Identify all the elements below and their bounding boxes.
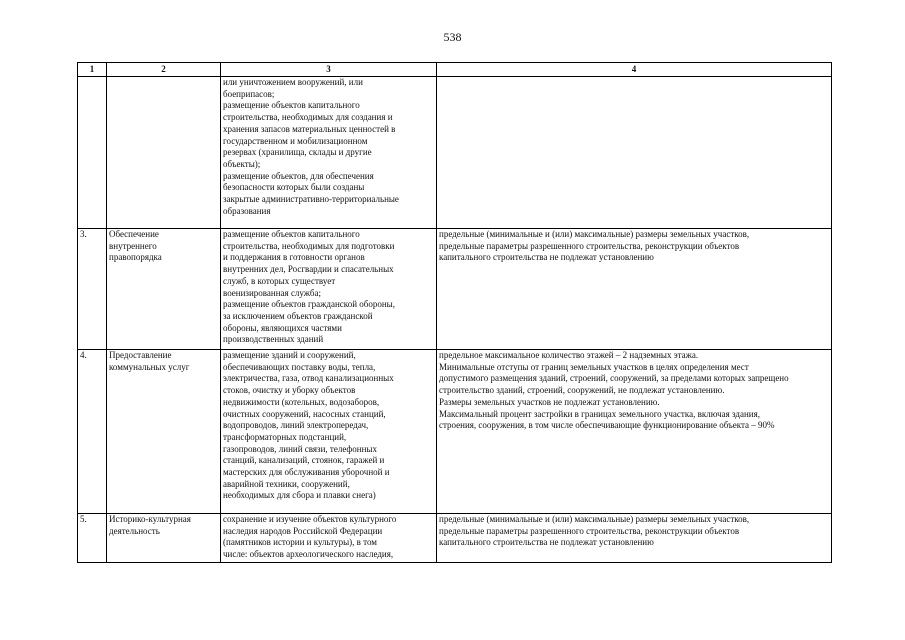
cell-text-line: строительство зданий, строений, сооружений, не подлежат установлению.	[439, 385, 725, 396]
permitted-use-cell	[221, 514, 437, 563]
permitted-use-cell	[221, 350, 437, 514]
cell-text-line: предельные параметры разрешенного строительства, реконструкции объектов	[439, 525, 740, 536]
cell-text-line: необходимых для сбора и плавки снега)	[223, 490, 376, 501]
cell-text-line: Предоставление	[109, 350, 172, 360]
cell-text-line: размещение объектов, для обеспечения	[223, 170, 374, 181]
table-row	[78, 514, 832, 563]
cell-text-line: стоков, очистку и уборку объектов	[223, 385, 356, 396]
cell-text-line: безопасности которых были созданы	[223, 182, 365, 193]
cell-text-line: числе: объектов археологического наследия,	[223, 549, 394, 560]
cell-text-line: допустимого размещения зданий, строений, сооружений, за пределами которых запрещено	[439, 373, 789, 384]
cell-text-line: образования	[223, 205, 271, 216]
row-number-cell: 4.	[78, 350, 107, 514]
cell-text-line: Минимальные отступы от границ земельных участков в целях определения мест	[439, 361, 749, 372]
cell-text-line: газопроводов, линий связи, телефонных	[223, 443, 377, 454]
cell-text-line: очистных сооружений, насосных станций,	[223, 408, 386, 419]
cell-text-line: и поддержания в готовности органов	[223, 252, 365, 263]
build-parameters-cell	[437, 229, 832, 350]
cell-text-line: предельные (минимальные и (или) максимальные) размеры земельных участков,	[439, 229, 750, 239]
permitted-use-cell	[221, 77, 437, 229]
table-row	[78, 229, 832, 350]
cell-text-line: строительства, необходимых для подготовки	[223, 240, 395, 251]
column-header: 4	[437, 63, 832, 77]
cell-text-line: или уничтожением вооружений, или	[223, 77, 363, 87]
cell-text-line: внутреннего	[109, 240, 157, 251]
cell-text-line: мастерских для обслуживания уборочной и	[223, 467, 390, 478]
use-type-name-cell	[107, 77, 221, 229]
cell-text-line: правопорядка	[109, 252, 162, 263]
cell-text-line: капитального строительства не подлежат установлению	[439, 537, 654, 548]
row-number-cell	[78, 77, 107, 229]
zoning-table	[77, 62, 832, 563]
cell-text-line: хранения запасов материальных ценностей в	[223, 123, 396, 134]
cell-text-line: трансформаторных подстанций,	[223, 431, 347, 442]
row-number-cell: 3.	[78, 229, 107, 350]
build-parameters-cell	[437, 77, 832, 229]
cell-text-line: резервах (хранилища, склады и другие	[223, 147, 372, 158]
cell-text-line: боеприпасов;	[223, 88, 275, 99]
cell-text-line: Размеры земельных участков не подлежат установлению.	[439, 396, 660, 407]
cell-text-line: предельные (минимальные и (или) максимальные) размеры земельных участков,	[439, 514, 750, 524]
cell-text-line: размещение объектов капитального	[223, 100, 360, 111]
column-header: 1	[78, 63, 107, 77]
cell-text-line: закрытые административно-территориальные	[223, 194, 399, 205]
cell-text-line: обороны, являющихся частями	[223, 322, 342, 333]
column-header: 3	[221, 63, 437, 77]
cell-text-line: Максимальный процент застройки в границах земельного участка, включая здания,	[439, 408, 760, 419]
cell-text-line: строения, сооружения, в том числе обеспечивающие функционирование объекта – 90%	[439, 420, 775, 431]
cell-text-line: деятельность	[109, 525, 160, 536]
cell-text-line: недвижимости (котельных, водозаборов,	[223, 396, 380, 407]
table-header-row	[78, 63, 832, 77]
cell-text-line: объекты);	[223, 158, 261, 169]
cell-text-line: наследия народов Российской Федерации	[223, 525, 383, 536]
cell-text-line: предельные параметры разрешенного строительства, реконструкции объектов	[439, 240, 740, 251]
build-parameters-cell	[437, 350, 832, 514]
cell-text-line: Историко-культурная	[109, 514, 191, 524]
cell-text-line: военизированная служба;	[223, 287, 321, 298]
cell-text-line: сохранение и изучение объектов культурного	[223, 514, 397, 524]
page-number: 538	[443, 30, 462, 44]
cell-text-line: капитального строительства не подлежат установлению	[439, 252, 654, 263]
table-row	[78, 77, 832, 229]
use-type-name-cell	[107, 350, 221, 514]
row-number-cell: 5.	[78, 514, 107, 563]
cell-text-line: размещение объектов гражданской обороны,	[223, 299, 395, 310]
cell-text-line: размещение объектов капитального	[223, 229, 360, 239]
cell-text-line: служб, в которых существует	[223, 275, 336, 286]
cell-text-line: станций, канализаций, стоянок, гаражей и	[223, 455, 385, 466]
cell-text-line: (памятников истории и культуры), в том	[223, 537, 377, 548]
cell-text-line: водопроводов, линий электропередач,	[223, 420, 369, 431]
permitted-use-cell	[221, 229, 437, 350]
cell-text-line: строительства, необходимых для создания и	[223, 112, 393, 123]
cell-text-line: предельное максимальное количество этажей – 2 надземных этажа.	[439, 350, 699, 360]
cell-text-line: производственных зданий	[223, 334, 324, 345]
table-row	[78, 350, 832, 514]
cell-text-line: коммунальных услуг	[109, 361, 190, 372]
cell-text-line: обеспечивающих поставку воды, тепла,	[223, 361, 376, 372]
column-header: 2	[107, 63, 221, 77]
cell-text-line: внутренних дел, Росгвардии и спасательных	[223, 264, 394, 275]
use-type-name-cell	[107, 514, 221, 563]
cell-text-line: за исключением объектов гражданской	[223, 310, 373, 321]
cell-text-line: Обеспечение	[109, 229, 159, 239]
cell-text-line: аварийной техники, сооружений,	[223, 478, 350, 489]
cell-text-line: государственном и мобилизационном	[223, 135, 368, 146]
use-type-name-cell	[107, 229, 221, 350]
cell-text-line: размещение зданий и сооружений,	[223, 350, 356, 360]
build-parameters-cell	[437, 514, 832, 563]
cell-text-line: электричества, газа, отвод канализационных	[223, 373, 394, 384]
